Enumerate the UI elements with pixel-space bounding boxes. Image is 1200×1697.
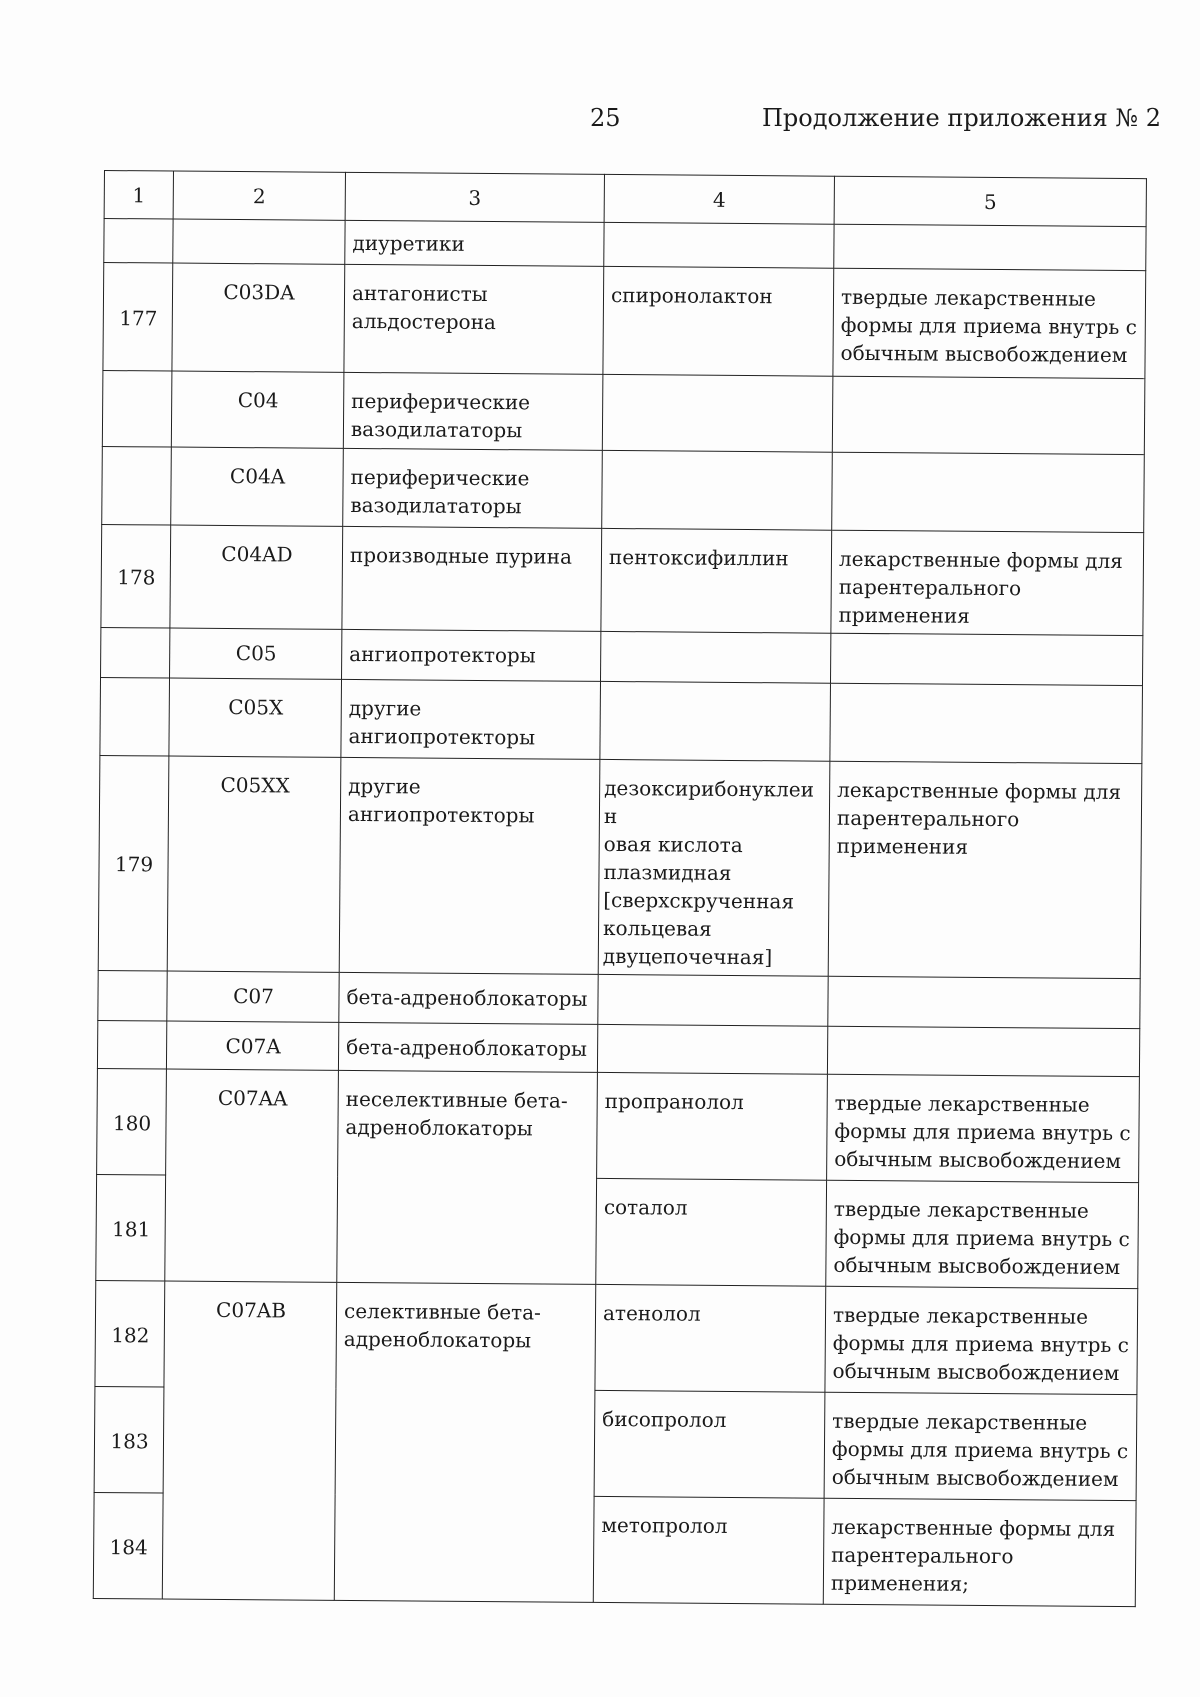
drug-name: метопролол (593, 1496, 824, 1604)
row-number: 177 (103, 263, 173, 372)
dosage-form: твердые лекарственные формы для приема внутрь с обычным высвобождением (826, 1180, 1139, 1288)
drug-name: атенолол (595, 1284, 826, 1392)
dosage-form (832, 376, 1145, 454)
dosage-form (830, 633, 1142, 685)
row-number: 179 (98, 755, 169, 971)
row-number: 180 (97, 1068, 167, 1175)
dosage-form: твердые лекарственные формы для приема внутрь с обычным высвобождением (824, 1392, 1137, 1500)
drug-name (602, 374, 833, 452)
group-name: селективные бета- адреноблокаторы (334, 1282, 595, 1602)
drug-name (597, 1024, 827, 1074)
dosage-form: твердые лекарственные формы для приема внутрь с обычным высвобождением (833, 268, 1146, 378)
column-header-2: 2 (173, 171, 345, 220)
table-row (97, 1068, 1140, 1182)
table-row (101, 627, 1143, 685)
group-name: антагонисты альдостерона (344, 264, 604, 374)
drug-name (600, 631, 830, 683)
atc-code: C07AA (165, 1069, 339, 1282)
table-row (101, 524, 1144, 635)
drug-name: бисопролол (594, 1390, 825, 1498)
group-name: неселективные бета- адреноблокаторы (337, 1070, 598, 1284)
row-number (102, 446, 172, 525)
dosage-form (834, 224, 1146, 270)
dosage-form: твердые лекарственные формы для приема внутрь с обычным высвобождением (827, 1074, 1140, 1182)
table-row (98, 970, 1140, 1028)
drug-name: пропранолол (597, 1072, 828, 1180)
atc-code: C05X (169, 678, 342, 757)
row-number (97, 1020, 166, 1069)
atc-code: C03DA (172, 263, 345, 372)
atc-code: C04 (171, 371, 344, 448)
row-number (100, 677, 170, 756)
column-header-1: 1 (104, 171, 173, 220)
table-row (102, 370, 1145, 454)
dosage-form: лекарственные формы для парентерального применения (831, 530, 1144, 635)
row-number: 183 (94, 1386, 164, 1493)
drug-name (602, 450, 833, 530)
row-number (102, 370, 172, 447)
group-name: периферические вазодилататоры (343, 448, 603, 528)
atc-code: C07A (166, 1021, 338, 1070)
drug-name: соталол (596, 1178, 827, 1286)
drug-name: дезоксирибонуклеин овая кислота плазмидная [сверхскрученная кольцевая двуцепочечная] (598, 759, 830, 976)
dosage-form: лекарственные формы для парентерального применения; (823, 1498, 1136, 1606)
group-name: другие ангиопротекторы (341, 679, 601, 759)
table-row (100, 677, 1143, 763)
page-number: 25 (590, 104, 621, 132)
drug-name (600, 681, 831, 761)
dosage-form (827, 1026, 1139, 1076)
dosage-form: лекарственные формы для парентерального применения (828, 761, 1142, 978)
group-name: ангиопротекторы (342, 629, 601, 681)
row-number: 181 (96, 1174, 166, 1281)
drug-name (598, 974, 828, 1026)
group-name: другие ангиопротекторы (339, 757, 600, 974)
drug-name: пентоксифиллин (601, 528, 832, 633)
table-row (102, 446, 1145, 532)
column-header-3: 3 (345, 172, 604, 222)
dosage-form: твердые лекарственные формы для приема внутрь с обычным высвобождением (825, 1286, 1138, 1394)
table-row (103, 263, 1146, 379)
table-row (95, 1280, 1138, 1394)
drug-table (93, 170, 1147, 1607)
page-header (0, 104, 1200, 144)
drug-name (604, 222, 834, 268)
atc-code: C05 (170, 628, 342, 679)
dosage-form (830, 683, 1143, 763)
group-name: бета-адреноблокаторы (338, 1022, 597, 1072)
row-number: 178 (101, 524, 171, 628)
row-number (104, 219, 173, 264)
dosage-form (828, 976, 1140, 1028)
appendix-title: Продолжение приложения № 2 (762, 104, 1162, 132)
group-name: диуретики (345, 220, 604, 266)
group-name: производные пурина (342, 526, 602, 631)
row-number (101, 627, 170, 678)
row-number: 184 (93, 1492, 163, 1599)
table-row (97, 1020, 1139, 1076)
group-name: бета-адреноблокаторы (339, 972, 598, 1024)
row-number: 182 (95, 1280, 165, 1387)
row-number (98, 970, 167, 1021)
group-name: периферические вазодилататоры (343, 372, 603, 450)
atc-code: C04AD (170, 525, 343, 629)
column-header-4: 4 (604, 174, 834, 224)
atc-code: C04A (171, 447, 344, 526)
drug-name: спиронолактон (603, 266, 834, 376)
atc-code: C07 (167, 971, 339, 1022)
column-header-5: 5 (834, 176, 1146, 226)
table-row (98, 755, 1142, 978)
dosage-form (832, 452, 1145, 532)
table-header-row (104, 171, 1146, 227)
atc-code (173, 219, 345, 264)
atc-code: C07AB (162, 1281, 336, 1600)
atc-code: C05XX (167, 756, 341, 972)
